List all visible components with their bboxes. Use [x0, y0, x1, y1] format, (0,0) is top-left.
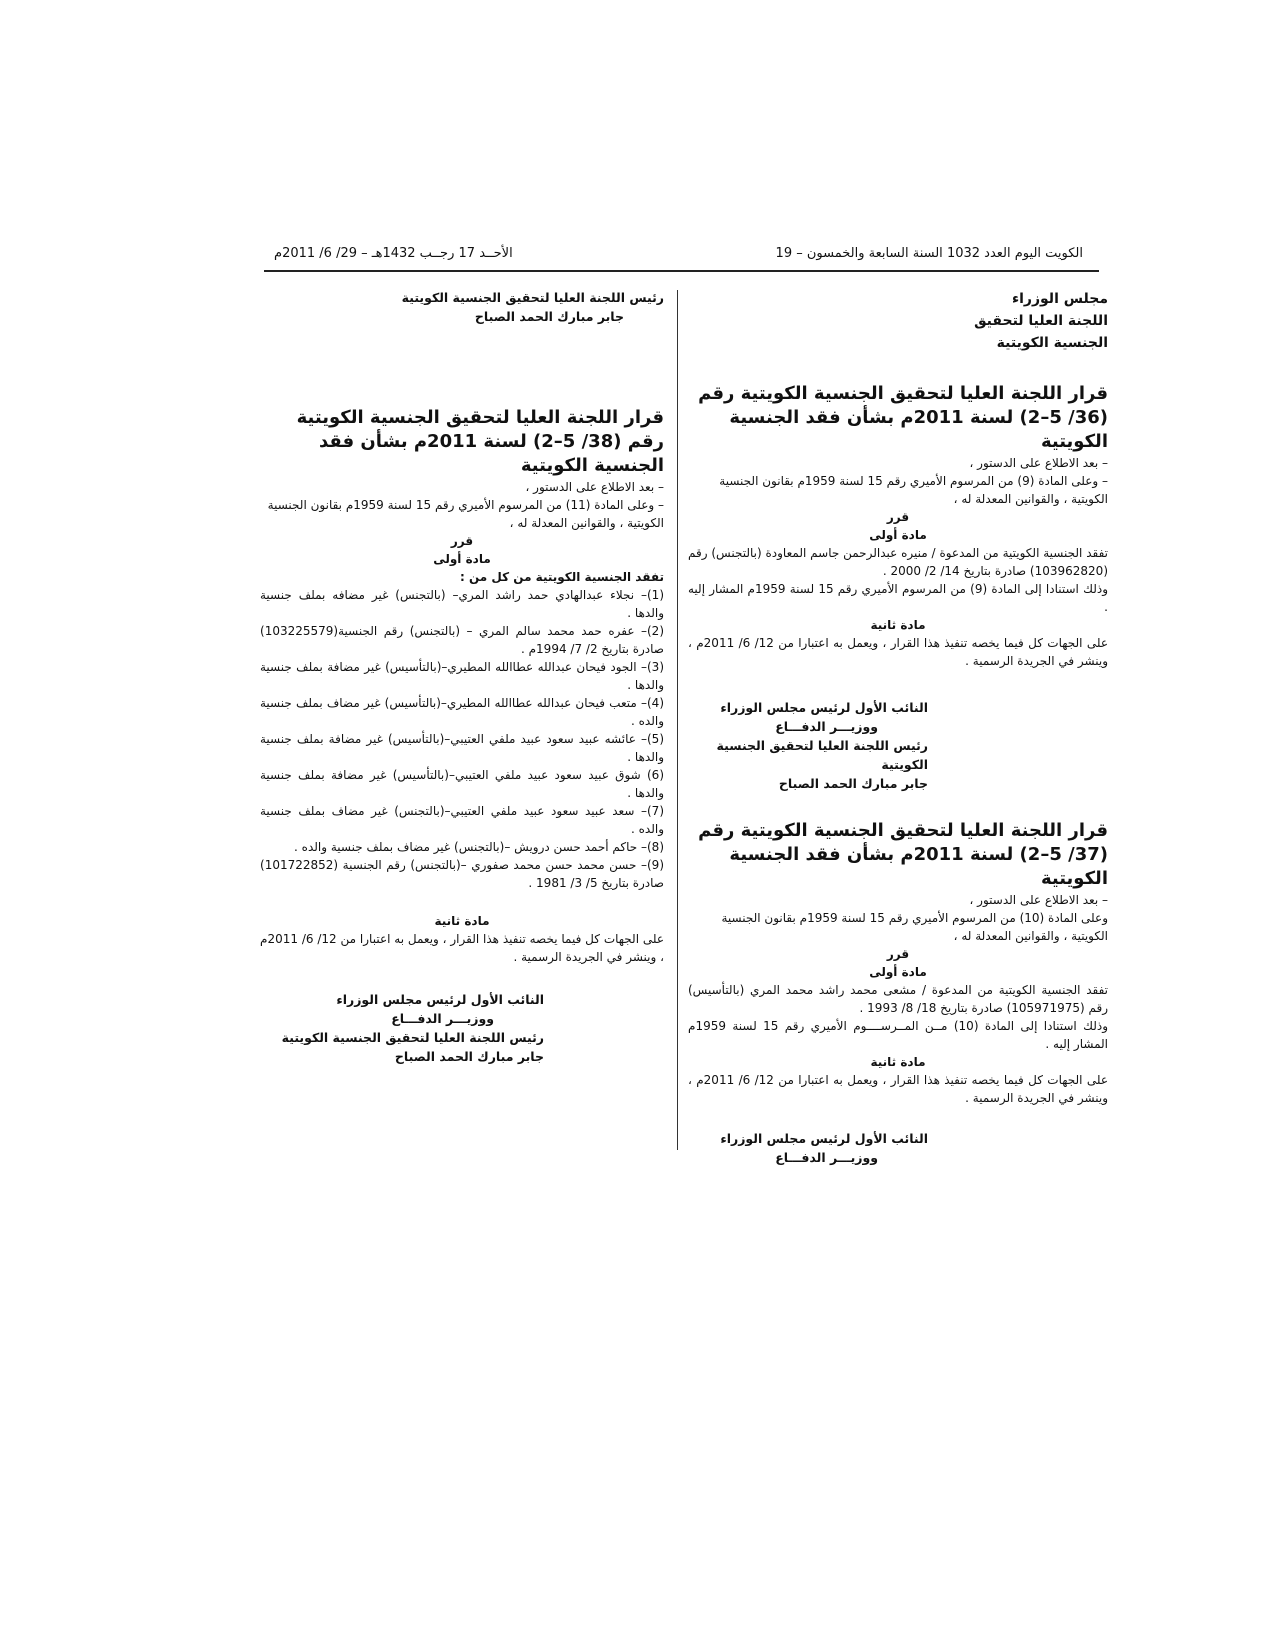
- decision-37-article2-text: على الجهات كل فيما يخصه تنفيذ هذا القرار ، ويعمل به اعتبارا من 12/ 6/ 2011م ، وينشر في الجريدة الرسمية .: [688, 1073, 1109, 1105]
- decision-37-article2-title: مادة ثانية: [870, 1055, 926, 1069]
- decision-36-sig-title: النائب الأول لرئيس مجلس الوزراء: [720, 700, 928, 715]
- org-nationality: الجنسية الكويتية: [996, 335, 1108, 351]
- decision-36-sig-defense: ووزيـــر الدفـــاع: [775, 719, 878, 734]
- decision-37-sig-defense: ووزيـــر الدفـــاع: [775, 1150, 878, 1165]
- decision-36-preamble-1: – بعد الاطلاع على الدستور ،: [969, 456, 1108, 470]
- decision-36-article1-title: مادة أولى: [869, 528, 927, 542]
- decision-37-article1-title: مادة أولى: [869, 965, 927, 979]
- decision-38-preamble-1: – بعد الاطلاع على الدستور ،: [525, 480, 664, 494]
- person-item: (1)– نجلاء عبدالهادي حمد راشد المري– (بالتجنس) غير مضافه بملف جنسية والدها .: [260, 588, 664, 620]
- person-item: (3)– الجود فيحان عبدالله عطاالله المطيري–(بالتأسيس) غير مضافة بملف جنسية والدها .: [260, 660, 664, 692]
- person-item: (5)– عائشه عبيد سعود عبيد ملفي العتيبي–(بالتأسيس) غير مضافة بملف جنسية والدها .: [260, 732, 664, 764]
- decision-36-sig-committee: رئيس اللجنة العليا لتحقيق الجنسية الكويتية: [716, 738, 928, 772]
- org-committee: اللجنة العليا لتحقيق: [974, 313, 1108, 329]
- decision-37-preamble-2: وعلى المادة (10) من المرسوم الأميري رقم 15 لسنة 1959م بقانون الجنسية الكويتية ، والقوانين المعدلة له ،: [721, 911, 1108, 943]
- person-item: (6) شوق عبيد سعود عبيد ملفي العتيبي–(بالتأسيس) غير مضافة بملف جنسية والدها .: [260, 768, 664, 800]
- decision-36-title: قرار اللجنة العليا لتحقيق الجنسية الكويتية رقم (36/ 5–2) لسنة 2011م بشأن فقد الجنسية الكويتية: [698, 383, 1108, 452]
- decision-36-decided: قرر: [886, 510, 910, 524]
- top-sig-committee: رئيس اللجنة العليا لتحقيق الجنسية الكويتية: [401, 290, 664, 305]
- header-rule: [264, 270, 1099, 272]
- org-council: مجلس الوزراء: [1011, 291, 1108, 307]
- decision-38-preamble-2: – وعلى المادة (11) من المرسوم الأميري رقم 15 لسنة 1959م بقانون الجنسية الكويتية ، والقوانين المعدلة له ،: [267, 498, 664, 530]
- decision-38-article2-title: مادة ثانية: [434, 914, 490, 928]
- decision-36-article2-title: مادة ثانية: [870, 618, 926, 632]
- decision-37-article1-text: تفقد الجنسية الكويتية من المدعوة / مشعى محمد راشد محمد المري (بالتأسيس) رقم (105971975) صادرة بتاريخ 18/ 8/ 1993 .: [688, 983, 1108, 1015]
- person-item: (9)– حسن محمد حسن محمد صفوري –(بالتجنس) رقم الجنسية (101722852) صادرة بتاريخ 5/ 3/ 1981 .: [260, 858, 664, 890]
- decision-37-article1-basis: وذلك استنادا إلى المادة (10) مــن المــرســــوم الأميري رقم 15 لسنة 1959م المشار إليه .: [688, 1019, 1108, 1051]
- decision-38-article1-intro: تفقد الجنسية الكويتية من كل من :: [460, 570, 664, 584]
- decision-38-sig-title: النائب الأول لرئيس مجلس الوزراء: [336, 992, 544, 1007]
- decision-36-article2-text: على الجهات كل فيما يخصه تنفيذ هذا القرار ، ويعمل به اعتبارا من 12/ 6/ 2011م ، وينشر في الجريدة الرسمية .: [688, 636, 1109, 668]
- right-column: [688, 288, 1108, 1167]
- header-date: الأحــد 17 رجــب 1432هـ – 29/ 6/ 2011م: [274, 246, 513, 261]
- person-item: (7)– سعد عبيد سعود عبيد ملفي العتيبي–(بالتجنس) غير مضاف بملف جنسية والده .: [260, 804, 664, 836]
- decision-37-preamble-1: – بعد الاطلاع على الدستور ،: [969, 893, 1108, 907]
- decision-38-article1-title: مادة أولى: [433, 552, 491, 566]
- decision-37-title: قرار اللجنة العليا لتحقيق الجنسية الكويتية رقم (37/ 5–2) لسنة 2011م بشأن فقد الجنسية الكويتية: [698, 820, 1108, 889]
- decision-38-sig-defense: ووزيـــر الدفـــاع: [391, 1011, 494, 1026]
- person-item: (8)– حاكم أحمد حسن درويش –(بالتجنس) غير مضاف بملف جنسية والده .: [294, 840, 664, 854]
- decision-36-article1-text: تفقد الجنسية الكويتية من المدعوة / منيره عبدالرحمن جاسم المعاودة (بالتجنس) رقم (103962820) صادرة بتاريخ 14/ 2/ 2000 .: [688, 546, 1108, 578]
- decision-38-sig-name: جابر مبارك الحمد الصباح: [394, 1049, 544, 1064]
- header-issue: الكويت اليوم العدد 1032 السنة السابعة والخمسون – 19: [775, 246, 1083, 261]
- column-divider: [677, 290, 678, 1150]
- decision-36-preamble-2: – وعلى المادة (9) من المرسوم الأميري رقم 15 لسنة 1959م بقانون الجنسية الكويتية ، والقوانين المعدلة له ،: [719, 474, 1108, 506]
- decision-38-title: قرار اللجنة العليا لتحقيق الجنسية الكويتية رقم (38/ 5–2) لسنة 2011م بشأن فقد الجنسية الكويتية: [296, 407, 664, 476]
- left-column: [260, 288, 664, 1066]
- decision-37-sig-title: النائب الأول لرئيس مجلس الوزراء: [720, 1131, 928, 1146]
- top-sig-name: جابر مبارك الحمد الصباح: [474, 309, 624, 324]
- decision-38-article2-text: على الجهات كل فيما يخصه تنفيذ هذا القرار ، ويعمل به اعتبارا من 12/ 6/ 2011م ، وينشر في الجريدة الرسمية .: [260, 932, 665, 964]
- person-item: (2)– عفره حمد محمد سالم المري – (بالتجنس) رقم الجنسية(103225579) صادرة بتاريخ 2/ 7/ 1994م .: [260, 624, 664, 656]
- decision-38-sig-committee: رئيس اللجنة العليا لتحقيق الجنسية الكويتية: [281, 1030, 544, 1045]
- decision-37-decided: قرر: [886, 947, 910, 961]
- decision-38-decided: قرر: [450, 534, 474, 548]
- person-item: (4)– متعب فيحان عبدالله عطاالله المطيري–(بالتأسيس) غير مضاف بملف جنسية والده .: [260, 696, 664, 728]
- decision-36-article1-basis: وذلك استنادا إلى المادة (9) من المرسوم الأميري رقم 15 لسنة 1959م المشار إليه .: [688, 582, 1108, 614]
- decision-36-sig-name: جابر مبارك الحمد الصباح: [778, 776, 928, 791]
